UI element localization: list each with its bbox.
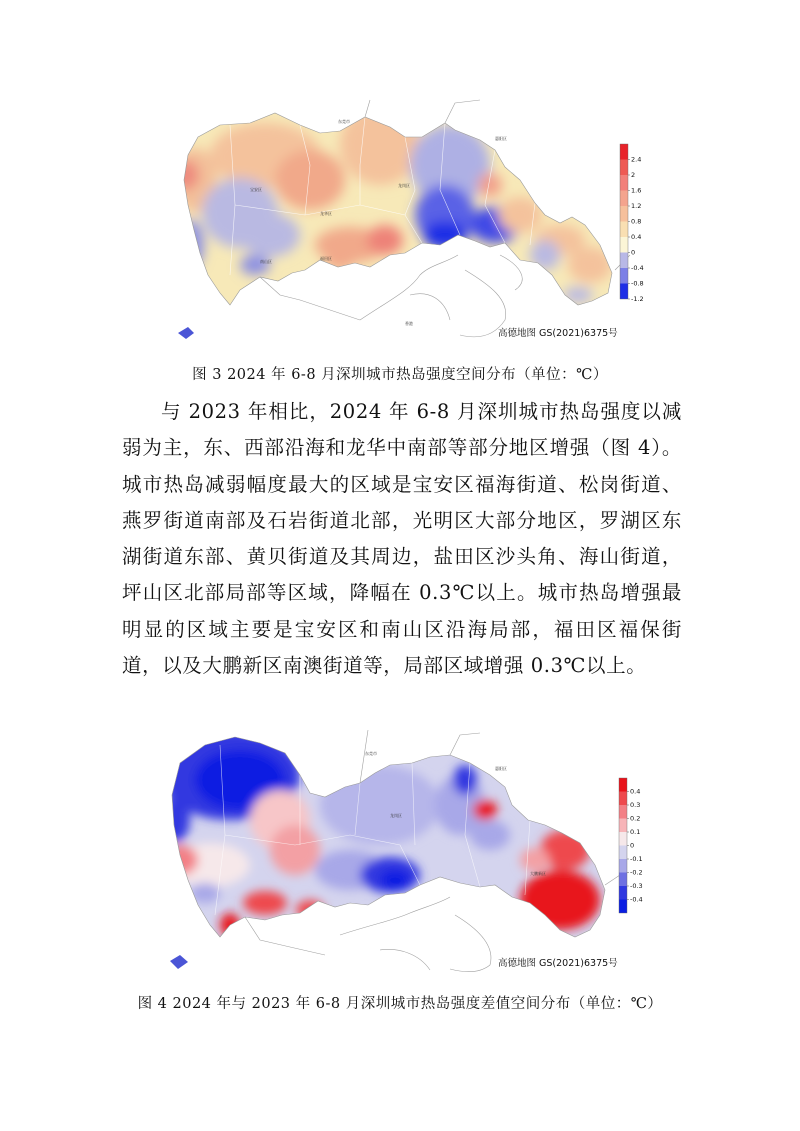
figure-4-legend [617,774,657,924]
svg-text:龙岗区: 龙岗区 [398,183,410,188]
legend-swatch [620,191,628,207]
body-paragraph [122,394,682,684]
color-legend [618,140,658,305]
legend-swatch [620,237,628,253]
legend-swatch [620,144,628,160]
legend-swatch [619,873,627,887]
legend-tick-label: -0.4 [631,264,644,273]
legend-tick-label: 0 [630,841,635,850]
legend-tick-label: 2 [631,171,636,180]
paragraph-text: 与 2023 年相比，2024 年 6-8 月深圳城市热岛强度以减弱为主，东、西部沿海和龙华中南部等部分地区增强（图 4）。城市热岛减弱幅度最大的区域是宝安区福海街道、松岗街道、燕罗街道南部及石岩街道北部，光明区大部分地区，罗湖区东湖街道东部、黄贝街道及其周边，盐田区沙头角、海山街道，坪山区北部局部等区域，降幅在 0.3℃以上。城市热岛增强最明显的区域主要是宝安区和南山区沿海局部，福田区福保街道，以及大鹏新区南澳街道等，局部区域增强 0.3℃以上。 [122,400,682,678]
svg-text:大鹏新区: 大鹏新区 [530,871,546,876]
svg-text:惠阳区: 惠阳区 [495,766,507,771]
color-legend [617,774,657,924]
legend-swatch [620,175,628,191]
figure-3-caption: 图 3 2024 年 6-8 月深圳城市热岛强度空间分布（单位：℃） [192,367,608,383]
legend-tick-label: -1.2 [631,295,644,304]
figure-3-legend [618,140,658,305]
legend-tick-label: 1.6 [631,186,642,195]
legend-tick-label: -0.2 [630,868,643,877]
legend-tick-label: 0.4 [631,233,642,242]
heat-island-difference-map [150,725,630,975]
svg-text:龙岗区: 龙岗区 [390,813,402,818]
figure-4-caption: 图 4 2024 年与 2023 年 6-8 月深圳城市热岛强度差值空间分布（单位：℃） [137,996,663,1012]
legend-swatch [619,805,627,819]
island-patch [178,327,194,339]
legend-tick-label: 0.4 [630,787,641,796]
legend-swatch [619,792,627,806]
legend-swatch [620,268,628,284]
temperature-field [160,95,640,345]
legend-swatch [620,206,628,222]
heat-island-map [160,95,640,345]
legend-swatch [619,846,627,860]
svg-text:东莞市: 东莞市 [365,751,377,756]
legend-swatch [619,832,627,846]
legend-swatch [619,859,627,873]
figure-3-map [160,95,640,345]
legend-swatch [620,284,628,300]
legend-tick-label: -0.3 [630,882,643,891]
legend-swatch [619,819,627,833]
map-credit: 高德地图 GS(2021)6375号 [498,958,618,969]
legend-tick-label: -0.1 [630,855,643,864]
svg-text:福田区: 福田区 [320,256,332,261]
legend-tick-label: 0.2 [630,814,641,823]
legend-swatch [619,886,627,900]
legend-tick-label: 0.3 [630,801,641,810]
legend-tick-label: -0.8 [631,279,644,288]
map-credit: 高德地图 GS(2021)6375号 [498,328,618,339]
legend-tick-label: 0.8 [631,217,642,226]
svg-text:东莞市: 东莞市 [338,119,350,124]
legend-swatch [620,222,628,238]
legend-swatch [620,160,628,176]
legend-tick-label: 0.1 [630,828,641,837]
legend-tick-label: 2.4 [631,155,642,164]
figure-4-map [150,725,630,975]
legend-tick-label: 1.2 [631,202,642,211]
svg-text:香港: 香港 [405,321,413,326]
legend-swatch [619,900,627,914]
svg-text:南山区: 南山区 [260,259,272,264]
svg-text:宝安区: 宝安区 [250,187,262,192]
svg-text:龙华区: 龙华区 [320,211,332,216]
difference-field [150,725,630,975]
svg-text:惠阳区: 惠阳区 [495,136,507,141]
legend-swatch [620,253,628,269]
legend-tick-label: 0 [631,248,636,257]
legend-tick-label: -0.4 [630,895,643,904]
legend-swatch [619,778,627,792]
island-patch [170,955,188,969]
